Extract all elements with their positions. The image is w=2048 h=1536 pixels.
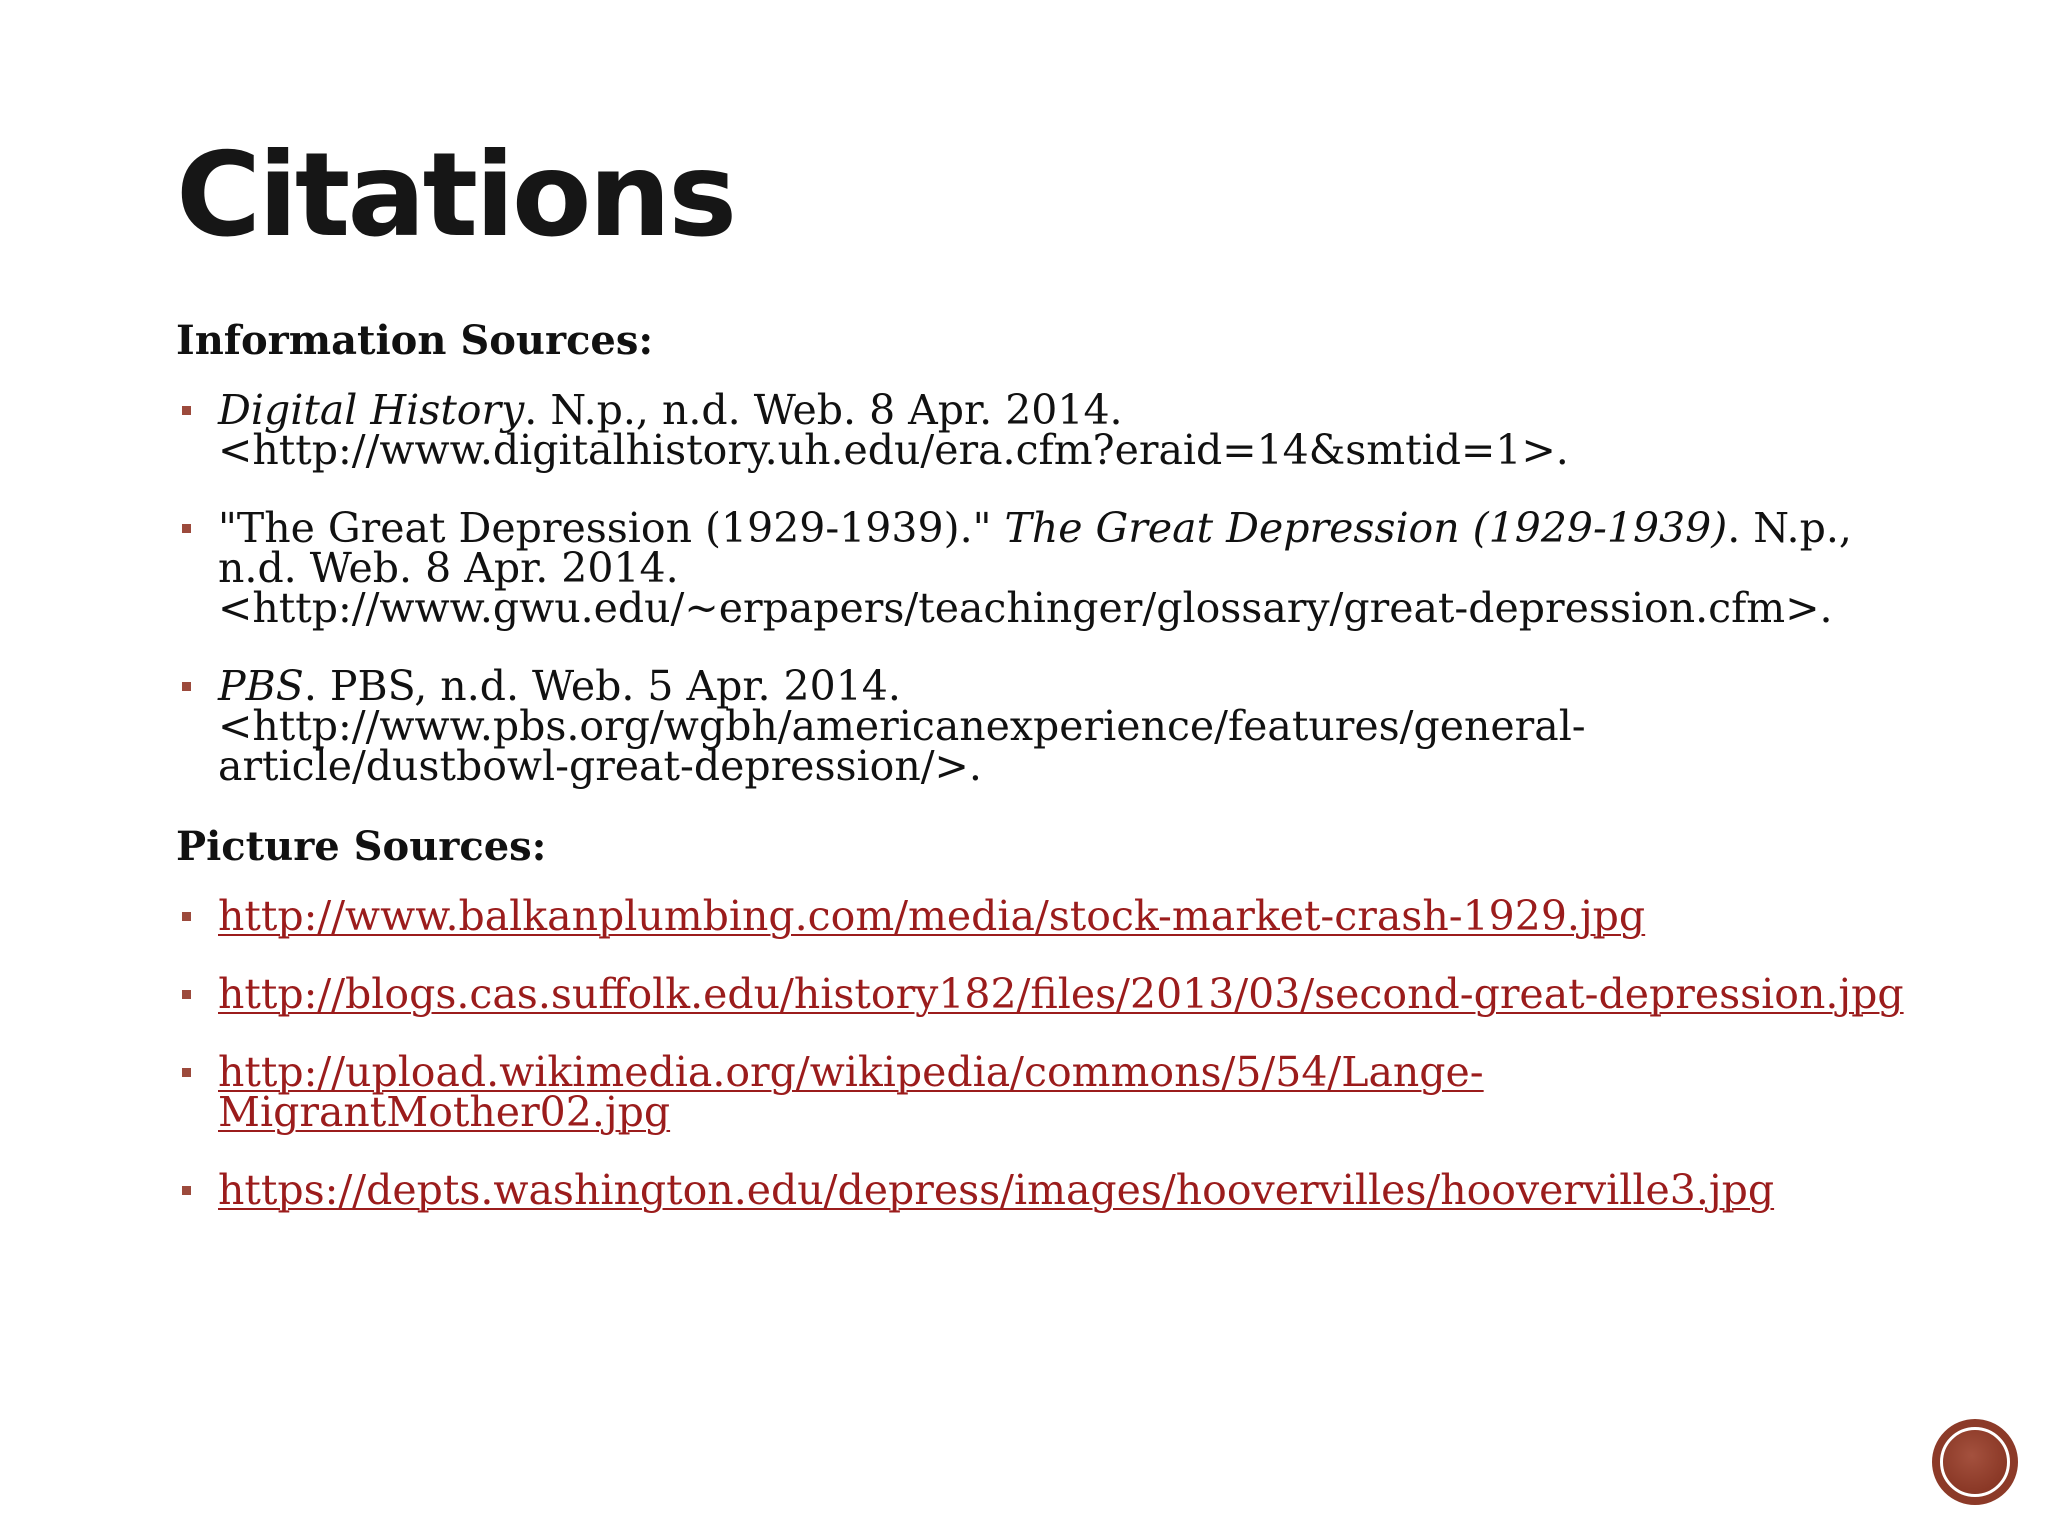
information-sources-heading: Information Sources: — [176, 317, 654, 364]
picture-source-link[interactable]: https://depts.washington.edu/depress/images/hoovervilles/hooverville3.jpg — [218, 1166, 1775, 1214]
source-details: . N.p., n.d. Web. 8 Apr. 2014. <http://www.gwu.edu/~erpapers/teachinger/glossary/great-depression.cfm>. — [218, 504, 1852, 632]
bullet-icon — [182, 1186, 191, 1195]
list-item — [176, 662, 1916, 790]
source-article-title: "The Great Depression (1929-1939)." — [218, 504, 1005, 552]
bullet-icon — [182, 912, 191, 921]
picture-sources-heading: Picture Sources: — [176, 823, 547, 870]
slide-nav-button[interactable] — [1932, 1419, 2018, 1505]
source-title: PBS — [218, 662, 304, 710]
source-details: . N.p., n.d. Web. 8 Apr. 2014. <http://www.digitalhistory.uh.edu/era.cfm?eraid=14&smtid=1>. — [218, 386, 1569, 474]
information-sources-list — [176, 386, 1916, 790]
bullet-icon — [182, 990, 191, 999]
circle-icon — [1940, 1427, 2010, 1497]
source-title: Digital History — [218, 386, 525, 434]
list-item — [176, 1048, 1916, 1136]
bullet-icon — [182, 682, 191, 691]
source-details: . PBS, n.d. Web. 5 Apr. 2014. <http://www.pbs.org/wgbh/americanexperience/features/general-article/dustbowl-great-depression/>. — [218, 662, 1586, 790]
list-item — [176, 1166, 1916, 1214]
bullet-icon — [182, 524, 191, 533]
list-item — [176, 386, 1916, 474]
picture-source-link[interactable]: http://www.balkanplumbing.com/media/stock-market-crash-1929.jpg — [218, 892, 1646, 940]
bullet-icon — [182, 1068, 191, 1077]
list-item — [176, 970, 1916, 1018]
list-item — [176, 892, 1916, 940]
list-item — [176, 504, 1916, 632]
citations-content — [176, 318, 1916, 1248]
slide-title: Citations — [176, 128, 735, 263]
picture-source-link[interactable]: http://blogs.cas.suffolk.edu/history182/files/2013/03/second-great-depression.jpg — [218, 970, 1904, 1018]
picture-sources-list — [176, 892, 1916, 1214]
bullet-icon — [182, 406, 191, 415]
picture-source-link[interactable]: http://upload.wikimedia.org/wikipedia/commons/5/54/Lange-MigrantMother02.jpg — [218, 1048, 1484, 1136]
source-title: The Great Depression (1929-1939) — [1004, 504, 1728, 552]
